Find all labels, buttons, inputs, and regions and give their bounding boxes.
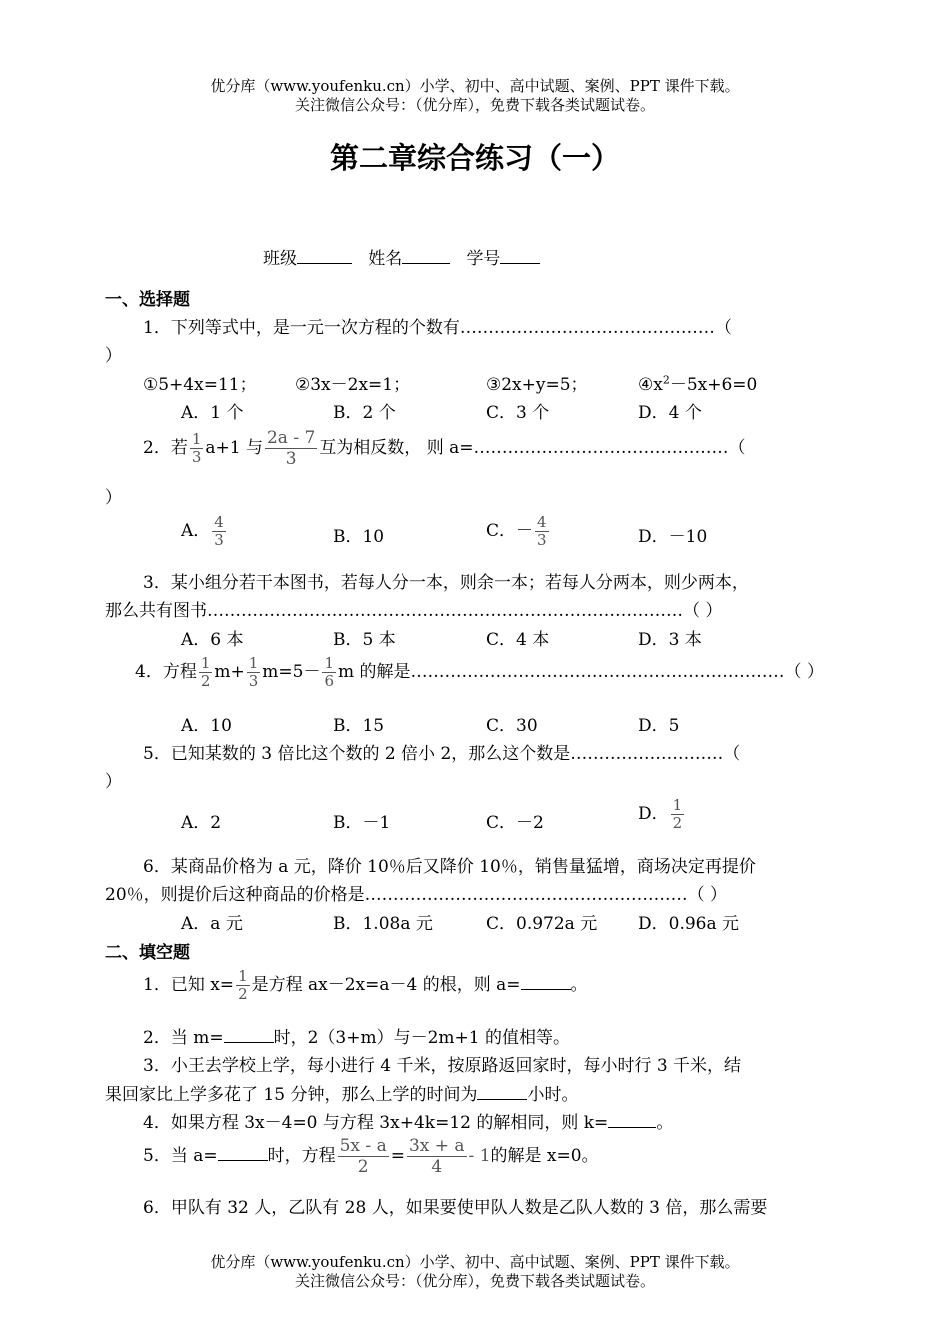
q3-option-a: A．6 本: [181, 630, 244, 650]
fraction: $\frac{5x - a}{2}$: [339, 1136, 387, 1177]
q5-option-b: B．－1: [333, 813, 391, 833]
fraction: $\frac{1}{3}$: [248, 654, 259, 690]
fraction: $\frac{1}{6}$: [324, 654, 335, 690]
header-line-1: 优分库（www.youfenku.cn）小学、初中、高中试题、案例、PPT 课件下载。: [210, 77, 740, 95]
fill-q2: 2．当 m= 时，2（3+m）与－2m+1 的值相等。: [143, 1028, 570, 1048]
q3-line-1: 3．某小组分若干本图书，若每人分一本，则余一本；若每人分两本，则少两本，: [143, 573, 749, 593]
fraction: $\frac{2a - 7}{3}$: [266, 428, 316, 469]
footer-line-2: 关注微信公众号：（优分库），免费下载各类试题试卷。: [294, 1272, 655, 1290]
q5-stem: 5．已知某数的 3 倍比这个数的 2 倍小 2，那么这个数是………………………（: [143, 744, 741, 764]
id-label: 学号: [466, 249, 501, 269]
fraction: $\frac{4}{3}$: [214, 513, 224, 549]
q1-option-a: A．1 个: [181, 403, 244, 423]
q4-option-d: D．5: [638, 716, 680, 736]
q6-option-c: C．0.972a 元: [486, 914, 598, 934]
fill-q5: 5．当 a= 时，方程 $\frac{5x - a}{2}$ = $\frac{3x + a}{4}$ - 1的解是 x=0。: [143, 1136, 599, 1177]
fill-q3-line-1: 3．小王去学校上学，每小进行 4 千米，按原路返回家时，每小时行 3 千米，结: [143, 1056, 742, 1076]
fraction: $\frac{1}{2}$: [200, 654, 211, 690]
class-blank[interactable]: [297, 249, 352, 264]
footer-line-1: 优分库（www.youfenku.cn）小学、初中、高中试题、案例、PPT 课件下载。: [210, 1253, 740, 1271]
q2-option-d: D．－10: [638, 527, 708, 547]
fill-q6-line-1: 6．甲队有 32 人，乙队有 28 人，如果要使甲队人数是乙队人数的 3 倍，那么需要: [143, 1198, 768, 1218]
id-blank[interactable]: [500, 249, 540, 264]
section-heading-choice: 一、选择题: [105, 290, 190, 310]
q1-option-b: B．2 个: [333, 403, 396, 423]
answer-blank[interactable]: [521, 975, 571, 990]
answer-blank[interactable]: [477, 1085, 527, 1100]
answer-blank[interactable]: [608, 1113, 656, 1128]
header-line-2: 关注微信公众号：（优分库），免费下载各类试题试卷。: [294, 96, 655, 114]
fill-q1: 1．已知 x= $\frac{1}{2}$ 是方程 ax－2x=a－4 的根，则 a= 。: [143, 967, 588, 1003]
q1-option-c: C．3 个: [486, 403, 550, 423]
fraction: $\frac{3x + a}{4}$: [408, 1136, 465, 1177]
q1-option-d: D．4 个: [638, 403, 702, 423]
q5-option-c: C．－2: [486, 813, 544, 833]
fraction: $\frac{1}{2}$: [238, 967, 248, 1003]
q6-line-1: 6．某商品价格为 a 元，降价 10％后又降价 10％，销售量猛增，商场决定再提价: [143, 857, 756, 877]
q3-option-b: B．5 本: [333, 630, 396, 650]
q4-option-a: A．10: [181, 716, 232, 736]
q4-option-c: C．30: [486, 716, 538, 736]
fill-q3-line-2: 果回家比上学多花了 15 分钟，那么上学的时间为 小时。: [105, 1085, 579, 1105]
q2-stem: 2．若 $\frac{1}{3}$ a+1 与 $\frac{2a - 7}{3}$ 互为相反数， 则 a=………………………………………（: [143, 428, 746, 469]
answer-blank[interactable]: [218, 1146, 268, 1161]
q1-tail: ）: [105, 346, 122, 366]
student-info: [263, 244, 540, 269]
q6-option-d: D．0.96a 元: [638, 914, 740, 934]
q3-option-d: D．3 本: [638, 630, 702, 650]
name-label: 姓名: [368, 249, 403, 269]
name-blank[interactable]: [402, 249, 450, 264]
fraction: $\frac{1}{2}$: [672, 796, 683, 832]
q3-option-c: C．4 本: [486, 630, 550, 650]
q1-item-4: $④x^2-5x+6=0$: [638, 373, 758, 395]
q2-tail: ）: [105, 488, 122, 508]
q1-item-1: ①5+4x=11；: [143, 375, 257, 395]
q4-stem: 4．方程 $\frac{1}{2}$ m+ $\frac{1}{3}$ m=5－ $\frac{1}{6}$ m 的解是…………………………………………………………（ ）: [135, 654, 824, 690]
q5-option-d: D． $\frac{1}{2}$: [638, 796, 683, 832]
q2-option-c: C．－ $\frac{4}{3}$: [486, 513, 547, 549]
class-label: 班级: [263, 249, 297, 269]
fraction: $\frac{1}{3}$: [191, 430, 202, 466]
fraction: $\frac{4}{3}$: [537, 513, 547, 549]
answer-blank[interactable]: [224, 1028, 274, 1043]
q6-option-a: A．a 元: [181, 914, 243, 934]
fill-q4: 4．如果方程 3x－4=0 与方程 3x+4k=12 的解相同，则 k= 。: [143, 1113, 674, 1133]
q6-line-2: 20％，则提价后这种商品的价格是…………………………………………………（ ）: [105, 885, 728, 905]
q1-item-2: ②3x－2x=1；: [295, 375, 411, 395]
q1-stem: 1．下列等式中，是一元一次方程的个数有………………………………………（: [143, 318, 732, 338]
q2-option-a: A． $\frac{4}{3}$: [181, 513, 224, 549]
q6-option-b: B．1.08a 元: [333, 914, 433, 934]
q4-option-b: B．15: [333, 716, 385, 736]
q5-option-a: A．2: [181, 813, 222, 833]
q3-line-2: 那么共有图书…………………………………………………………………………（ ）: [105, 601, 723, 621]
q1-item-3: ③2x+y=5；: [486, 375, 588, 395]
q2-option-b: B．10: [333, 527, 385, 547]
q5-tail: ）: [105, 772, 122, 792]
section-heading-fill: 二、填空题: [105, 943, 190, 963]
page-title: 第二章综合练习（一）: [329, 141, 620, 175]
